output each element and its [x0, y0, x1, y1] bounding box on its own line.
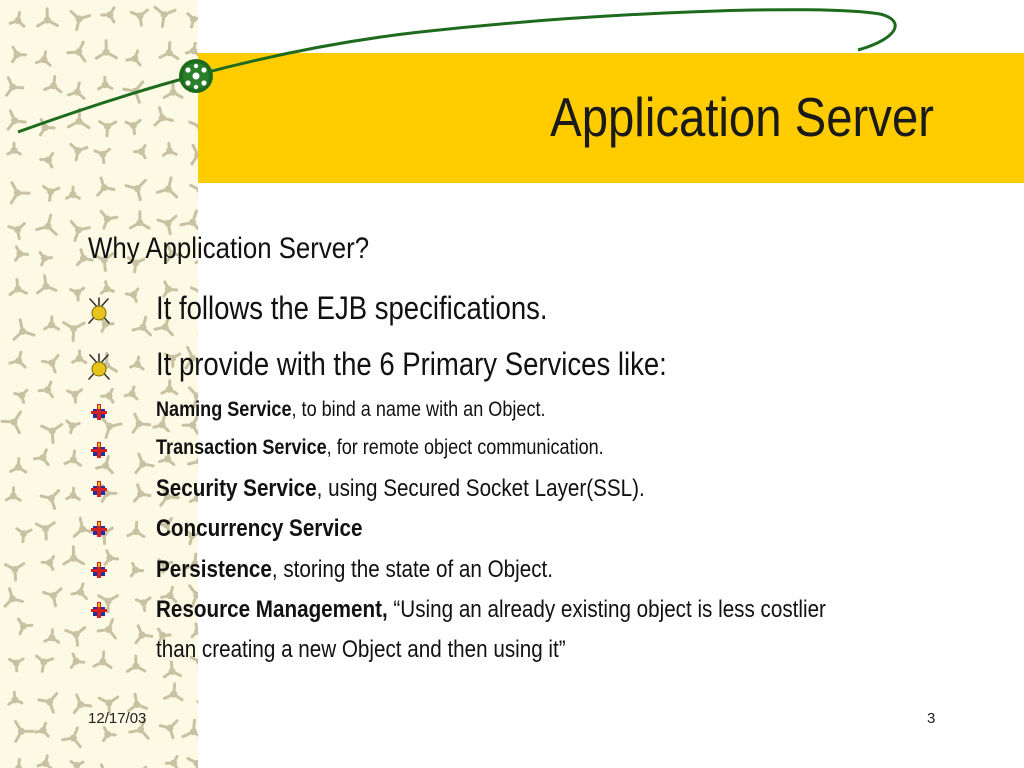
service-item-naming	[156, 398, 546, 422]
service-term: Resource Management,	[156, 596, 388, 623]
molecule-bullet-icon	[86, 296, 112, 326]
service-term: Persistence	[156, 556, 272, 583]
cross-bullet-icon	[90, 441, 108, 459]
molecule-bullet-icon	[86, 352, 112, 382]
service-description: , for remote object communication.	[326, 436, 604, 459]
service-description: “Using an already existing object is less costlier	[387, 596, 826, 623]
slide-number: 3	[927, 710, 936, 727]
slide-title: Application Server	[550, 86, 934, 148]
resource-management-continuation: than creating a new Object and then using it”	[156, 636, 566, 663]
point-ejb-spec: It follows the EJB specifications.	[156, 290, 548, 326]
service-term: Naming Service	[156, 398, 292, 421]
intro-question: Why Application Server?	[88, 232, 370, 265]
service-term: Security Service	[156, 475, 317, 502]
service-description: , storing the state of an Object.	[271, 556, 553, 583]
cross-bullet-icon	[90, 480, 108, 498]
cross-bullet-icon	[90, 520, 108, 538]
service-term: Concurrency Service	[156, 515, 363, 542]
cross-bullet-icon	[90, 601, 108, 619]
service-item-security	[156, 475, 645, 503]
footer-date: 12/17/03	[88, 710, 147, 727]
service-description: , using Secured Socket Layer(SSL).	[316, 475, 645, 502]
point-primary-services: It provide with the 6 Primary Services like:	[156, 346, 667, 382]
service-description: , to bind a name with an Object.	[291, 398, 546, 421]
cross-bullet-icon	[90, 403, 108, 421]
service-item-transaction	[156, 436, 604, 460]
service-term: Transaction Service	[156, 436, 327, 459]
service-item-concurrency	[156, 515, 363, 543]
cross-bullet-icon	[90, 561, 108, 579]
service-item-resource-management	[156, 596, 826, 624]
service-item-persistence	[156, 556, 553, 584]
